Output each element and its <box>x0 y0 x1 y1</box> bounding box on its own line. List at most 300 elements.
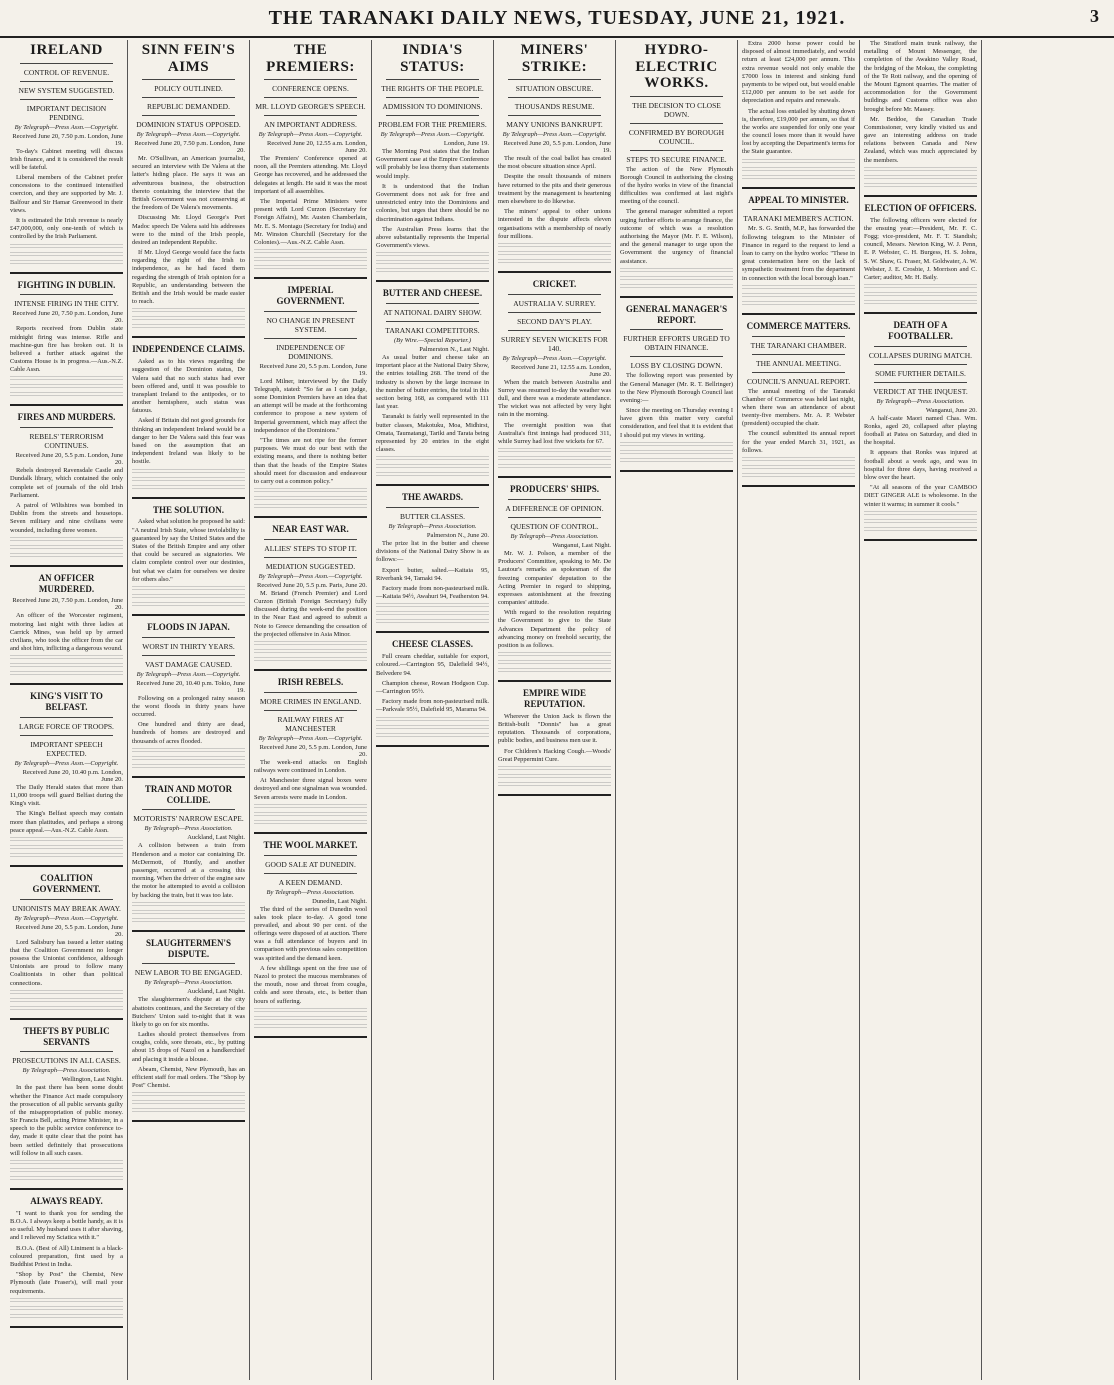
text-line-filler <box>10 655 123 661</box>
article-subheading: VERDICT AT THE INQUEST. <box>873 386 968 396</box>
article-subheading: COLLAPSES DURING MATCH. <box>868 350 973 360</box>
article-paragraph: An officer of the Worcester regiment, motoring last night with three ladies at Carrick Mines, was held up by armed civilians, who took the officer from the car and shot him, inflicting a dangerous wound. <box>10 612 123 653</box>
text-line-filler <box>10 1176 123 1182</box>
article <box>132 784 245 932</box>
article-divider <box>10 1188 123 1190</box>
article-divider <box>620 470 733 472</box>
divider <box>386 303 479 304</box>
article <box>132 938 245 1123</box>
article-subheading: LOSS BY CLOSING DOWN. <box>630 361 723 371</box>
article <box>620 42 733 298</box>
article-divider <box>10 683 123 685</box>
article-paragraph: Discussing Mr. Lloyd George's Port Madoc speech De Valera said his addresses were to the mind of the Irish people, desired an independent Republic. <box>132 214 245 246</box>
article-paragraph: The week-end attacks on English railways were continued in London. <box>254 758 367 774</box>
text-line-filler <box>254 1016 367 1022</box>
article-paragraph: The overnight position was that Australia's first innings had produced 311, while Surrey had lost five wickets for 67. <box>498 421 611 445</box>
article-dateline: Palmerston N., June 20. <box>426 532 489 540</box>
article-divider <box>864 312 977 314</box>
text-line-filler <box>864 183 977 189</box>
article-paragraph: The Australian Press learns that the above substantially represents the Imperial Government's views. <box>376 225 489 250</box>
article-paragraph: Wherever the Union Jack is flown the British-built "Donnis" has a great reputation. Thousands of corporations, public bodies, and business men use it. <box>498 712 611 745</box>
article-dateline: Received June 20, 5.5 p.m. London, June 19. <box>259 362 367 377</box>
article-divider <box>10 565 123 567</box>
article-subheading: INDEPENDENCE OF DOMINIONS. <box>276 342 345 361</box>
divider <box>386 115 479 116</box>
text-line-filler <box>498 243 611 249</box>
article-paragraph: When the match between Australia and Surrey was resumed to-day the weather was dull, and there was a moderate attendance. The wicket was not affected by very light rain in the morning. <box>498 378 611 419</box>
divider <box>264 855 357 856</box>
article <box>376 288 489 486</box>
text-line-filler <box>864 300 977 306</box>
article <box>742 195 855 315</box>
article-byline: By Telegraph—Press Assn.—Copyright. <box>258 734 363 742</box>
article-subheading: TARANAKI COMPETITORS. <box>385 326 480 336</box>
article-dateline: Auckland, Last Night. <box>187 834 245 842</box>
text-line-filler <box>864 284 977 290</box>
article-dateline: Received June 20, 5.5 p.m. London, June 20. <box>259 743 367 758</box>
article-paragraph: Mr. O'Sullivan, an American journalist, secured an interview with De Valera at the latter's hiding place. He says it was an adventurous business, the obstruction thereto containing the interview that the British Government was not conserving at the freedom of De Valera's movements. <box>132 155 245 212</box>
article-headline: THE SOLUTION. <box>152 504 225 515</box>
article-headline: SINN FEIN'S AIMS <box>141 42 236 75</box>
article-paragraph: It appears that Ronks was injured at football about a week ago, and was in hospital for three days, having received a blow over the heart. <box>864 449 977 482</box>
divider <box>508 79 601 80</box>
article-headline: MINERS' STRIKE: <box>520 42 589 75</box>
divider <box>264 873 357 874</box>
article-subheading: AN IMPORTANT ADDRESS. <box>264 120 357 129</box>
text-line-filler <box>10 252 123 258</box>
text-line-filler <box>498 259 611 265</box>
divider <box>386 321 479 322</box>
article-divider <box>742 187 855 189</box>
article <box>10 1026 123 1190</box>
divider <box>508 330 601 331</box>
article-byline: By Telegraph—Press Assn.—Copyright. <box>14 759 119 767</box>
article-paragraph: Factory made from non-pasteurised milk.—Parkvale 95½, Dalefield 95, Marama 94. <box>376 698 489 714</box>
article-dateline: Received June 20, 12.55 a.m. London, June 20. <box>266 140 367 154</box>
text-line-filler <box>498 448 611 454</box>
article-dateline: Received June 20, 5.5 p.m. Paris, June 20. <box>257 581 367 589</box>
article <box>254 524 367 671</box>
article-paragraph: B.O.A. (Best of All) Liniment is a black-coloured preparation, first used by a Buddhist Priest in India. <box>10 1244 123 1268</box>
article <box>10 42 123 274</box>
article <box>254 840 367 1038</box>
article-paragraph: "At all seasons of the year CAMBOO DIET GINGER ALE is wholesome. In the winter it warms; in summer it cools." <box>864 484 977 508</box>
article-divider <box>376 280 489 282</box>
text-line-filler <box>376 717 489 723</box>
article-byline: By Telegraph—Press Association. <box>510 532 599 540</box>
text-line-filler <box>376 252 489 258</box>
text-line-filler <box>376 456 489 462</box>
article <box>376 42 489 282</box>
text-line-filler <box>376 603 489 609</box>
text-line-filler <box>742 167 855 173</box>
article-subheading: FURTHER EFFORTS URGED TO OBTAIN FINANCE. <box>623 334 730 353</box>
text-line-filler <box>10 1298 123 1304</box>
article-subheading: QUESTION OF CONTROL. <box>510 521 599 531</box>
column-6 <box>616 40 738 1380</box>
text-line-filler <box>10 537 123 543</box>
article <box>254 677 367 834</box>
article-subheading: STEPS TO SECURE FINANCE. <box>626 154 727 164</box>
text-line-filler <box>254 657 367 663</box>
article-paragraph: The King's Belfast speech may contain more than platitudes, and perhaps a strong peace appeal.—Aus.-N.Z. Cable Assn. <box>10 810 123 834</box>
divider <box>874 382 967 383</box>
article-subheading: PROBLEM FOR THE PREMIERS. <box>378 120 487 129</box>
article-divider <box>254 277 367 279</box>
article-paragraph: The Stratford main trunk railway, the metalling of Mount Messenger, the completion of the Awakino Valley Road, the bridging of the Mokau, the completing of the Te Roti railway, and the opening of the Mount Egmont quarries. The matter of accommodation for the Government buildings and Customs office was also brought before Mr. Massey. <box>864 40 977 113</box>
text-line-filler <box>498 251 611 257</box>
article-paragraph: The action of the New Plymouth Borough Council in authorising the closing of the hydro works in view of the financial difficulties was confirmed at last night's meeting of the council. <box>620 165 733 206</box>
divider <box>508 294 601 295</box>
article-divider <box>376 484 489 486</box>
article-headline: AN OFFICER MURDERED. <box>38 572 95 594</box>
article-subheading: REBELS' TERRORISM CONTINUES. <box>29 432 104 451</box>
article-subheading: SOME FURTHER DETAILS. <box>875 368 966 378</box>
text-line-filler <box>254 649 367 655</box>
text-line-filler <box>10 384 123 390</box>
article-subheading: THE RIGHTS OF THE PEOPLE. <box>381 84 484 93</box>
article-subheading: A DIFFERENCE OF OPINION. <box>505 503 604 513</box>
text-line-filler <box>864 292 977 298</box>
divider <box>874 364 967 365</box>
article-paragraph: M. Briand (French Premier) and Lord Curzon (British Foreign Secretary) fully discussed during the week-end the position in the Near East and agreed to submit a Note to Greece demanding the cessation of the projected offensive in Asia Minor. <box>254 589 367 638</box>
text-line-filler <box>498 782 611 788</box>
text-line-filler <box>132 477 245 483</box>
divider <box>20 294 113 295</box>
text-line-filler <box>620 268 733 274</box>
article <box>10 873 123 1020</box>
article-headline: FIGHTING IN DUBLIN. <box>17 279 116 290</box>
article-subheading: AUSTRALIA V. SURREY. <box>513 298 596 308</box>
divider <box>386 97 479 98</box>
article-subheading: NEW SYSTEM SUGGESTED. <box>18 85 115 95</box>
article-subheading: LARGE FORCE OF TROOPS. <box>19 721 114 731</box>
article-paragraph: The prize list in the butter and cheese divisions of the National Dairy Show is as follows:— <box>376 540 489 564</box>
divider <box>20 735 113 736</box>
article-paragraph: If Mr. Lloyd George would face the facts regarding the right of the Irish to independence, as he had faced them regarding the strength of Irish opinion for a Republic, an understanding between the British and the Irish would be made easier to reach. <box>132 249 245 306</box>
text-line-filler <box>864 167 977 173</box>
article-paragraph: To-day's Cabinet meeting will discuss Irish finance, and it is considered the result will be fateful. <box>10 147 123 171</box>
article-divider <box>376 745 489 747</box>
article-headline: CRICKET. <box>532 278 577 289</box>
article-dateline: Palmerston N., Last Night. <box>419 346 489 354</box>
text-line-filler <box>254 496 367 502</box>
article-subheading: PROSECUTIONS IN ALL CASES. <box>12 1056 121 1066</box>
article-paragraph: At Manchester three signal boxes were destroyed and one signalman was wounded. Seven arrests were made in London. <box>254 777 367 801</box>
article-divider <box>742 485 855 487</box>
divider <box>508 115 601 116</box>
article-dateline: Wellington, Last Night. <box>61 1076 123 1084</box>
article <box>10 412 123 566</box>
article-paragraph: Asked as to his views regarding the suggestion of the Dominion status, De Valera said that no such status had ever been offered and, until it was possible to transplant Ireland to the antipodes, or to another hemisphere, such status was fatuous. <box>132 358 245 415</box>
text-line-filler <box>254 820 367 826</box>
divider <box>874 346 967 347</box>
page-number: 3 <box>1090 6 1100 26</box>
column-8 <box>860 40 982 1380</box>
article-headline: INDIA'S STATUS: <box>400 42 465 75</box>
article-paragraph: Ladies should protect themselves from coughs, colds, sore throats, etc., by putting about 15 drops of Nazol on a handkerchief and placing it inside a blouse. <box>132 1031 245 1063</box>
text-line-filler <box>132 594 245 600</box>
article-paragraph: Liberal members of the Cabinet prefer concessions to the continued intensified coercion, and they are supported by Mr. J. Balfour and Sir Hamar Greenwood in their views. <box>10 174 123 214</box>
text-line-filler <box>376 464 489 470</box>
article-subheading: NEW LABOR TO BE ENGAGED. <box>134 968 243 978</box>
text-line-filler <box>254 1008 367 1014</box>
text-line-filler <box>376 619 489 625</box>
article-paragraph: The Morning Post states that the Indian Government case at the Empire Conference will probably be less thorny than statements would imply. <box>376 148 489 180</box>
article-paragraph: Rebels destroyed Ravensdale Castle and Dundalk library, which contained the only complete set of journals of the old Irish Parliament. <box>10 467 123 499</box>
article-subheading: GOOD SALE AT DUNEDIN. <box>265 859 356 869</box>
article-paragraph: The slaughtermen's dispute at the city abattoirs continues, and the Secretary of the Butchers' Union said to-night that it was likely to go on for six months. <box>132 996 245 1028</box>
article-headline: TRAIN AND MOTOR COLLIDE. <box>144 783 233 805</box>
article-paragraph: Mr. Beddoe, the Canadian Trade Commissioner, very kindly visited us and gave an interesting address on trade relations between Canada and New Zealand, which was much appreciated by the members. <box>864 115 977 164</box>
article-byline: By Telegraph—Press Association. <box>266 888 355 896</box>
article-paragraph: In the past there has been some doubt whether the Finance Act made compulsory the prosecution of all public servants guilty of the misappropriation of public money. Sir Francis Bell, acting Prime Minister, in a speech to the public service conference to-day, made it quite clear that the point has been settled definitely that prosecutions will follow in all such cases. <box>10 1084 123 1157</box>
divider <box>264 97 357 98</box>
text-line-filler <box>132 1108 245 1114</box>
article-subheading: COUNCIL'S ANNUAL REPORT. <box>746 376 851 386</box>
article-subheading: SITUATION OBSCURE. <box>515 84 594 93</box>
text-line-filler <box>498 652 611 658</box>
text-line-filler <box>620 276 733 282</box>
article-paragraph: Mr. S. G. Smith, M.P., has forwarded the following telegram to the Minister of Finance in regard to the request to lend a loan to carry on the hydro works: "These in great consternation here on the lack of sympathetic treatment from the department in connection with the local borough loan." <box>742 225 855 282</box>
article-subheading: RAILWAY FIRES AT MANCHESTER <box>277 714 344 733</box>
article-divider <box>10 272 123 274</box>
article-divider <box>10 404 123 406</box>
divider <box>630 329 723 330</box>
column-4 <box>372 40 494 1380</box>
article-headline: NEAR EAST WAR. <box>272 524 349 535</box>
article <box>498 42 611 273</box>
article-subheading: A KEEN DEMAND. <box>278 877 343 887</box>
text-line-filler <box>10 990 123 996</box>
article-headline: ELECTION OF OFFICERS. <box>864 202 977 213</box>
text-line-filler <box>254 812 367 818</box>
article-subheading: THE TARANAKI CHAMBER. <box>750 340 847 350</box>
article-dateline: London, June 19. <box>443 140 489 147</box>
article-paragraph: Factory made from non-pasteurised milk.—Kaitaia 94½, Awahuri 94, Featherston 94. <box>376 585 489 601</box>
text-line-filler <box>132 748 245 754</box>
article-paragraph: The third of the series of Dunedin wool sales took place to-day. A good tone prevailed, and about 90 per cent. of the offerings were disposed of at auction. There was a full attendance of buyers and in comparison with previous sales competition was spirited and the demand keen. <box>254 905 367 962</box>
text-line-filler <box>254 1024 367 1030</box>
article-byline: By Telegraph—Press Association. <box>22 1067 111 1075</box>
article-headline: COALITION GOVERNMENT. <box>32 873 101 894</box>
article-divider <box>132 1120 245 1122</box>
article-paragraph: The following officers were elected for the ensuing year:—President, Mr. F. C. Fogg; vice-president, Mr. F. T. Standish; council, Messrs. Newton King, W. J. Penn, E. P. Webster, C. H. Burgess, H. S. Johns, S. W. Shaw, G. Fraser, M. Goldwater, A. W. Webster, J. E. Crosbie, J. Morrison and C. Carter; auditor, Mr. H. Baily. <box>864 216 977 281</box>
divider <box>142 963 235 964</box>
text-line-filler <box>254 504 367 510</box>
article-dateline: Wanganui, June 20. <box>925 406 977 414</box>
text-line-filler <box>132 586 245 592</box>
article-byline: By Telegraph—Press Assn.—Copyright. <box>14 914 119 922</box>
article-subheading: THE ANNUAL MEETING. <box>756 358 841 368</box>
article <box>132 344 245 498</box>
article-byline: (By Wire.—Special Reporter.) <box>393 337 472 345</box>
article <box>498 688 611 796</box>
article-divider <box>498 476 611 478</box>
article-paragraph: Extra 2000 horse power could be disposed of almost immediately, and would return at least £24,000 per annum. This extra revenue would not only enable the £7000 loss in interest and sinking fund payments to be wiped out, but would enable £12,000 per annum to be set aside for depreciation and repairs and renewals. <box>742 40 855 105</box>
article-subheading: SECOND DAY'S PLAY. <box>517 316 592 326</box>
article-subheading: INTENSE FIRING IN THE CITY. <box>14 299 119 309</box>
text-line-filler <box>10 376 123 382</box>
text-line-filler <box>254 641 367 647</box>
article-divider <box>132 776 245 778</box>
text-line-filler <box>132 756 245 762</box>
divider <box>630 96 723 97</box>
divider <box>508 312 601 313</box>
divider <box>752 354 845 355</box>
article-headline: FLOODS IN JAPAN. <box>147 621 230 632</box>
article-divider <box>498 794 611 796</box>
article-byline: By Telegraph—Press Association. <box>144 825 233 833</box>
text-line-filler <box>498 464 611 470</box>
column-7 <box>738 40 860 1380</box>
article-byline: By Telegraph—Press Assn.—Copyright. <box>258 131 363 138</box>
divider <box>630 123 723 124</box>
article-paragraph: A patrol of Wiltshires was bombed in Dublin from the streets and housetops. Seven military and nine civilians were wounded, including three women. <box>10 502 123 534</box>
article <box>10 1196 123 1328</box>
article-dateline: Received June 21, 12.55 a.m. London, June 20. <box>510 363 611 378</box>
text-line-filler <box>132 316 245 322</box>
text-line-filler <box>10 671 123 677</box>
column-5 <box>494 40 616 1380</box>
article-headline: THE PREMIERS: <box>266 42 355 75</box>
divider <box>142 637 235 638</box>
article-dateline: Received June 20, 10.40 p.m. Tokio, June 19. <box>136 679 245 694</box>
article-paragraph: Despite the result thousands of miners have returned to the pits and their generous treatment by the management is heartening men elsewhere to do likewise. <box>498 173 611 205</box>
divider <box>264 539 357 540</box>
text-line-filler <box>254 257 367 263</box>
article-dateline: Wanganui, Last Night. <box>552 541 611 549</box>
article-byline: By Telegraph—Press Assn.—Copyright. <box>502 354 607 362</box>
article-byline: By Telegraph—Press Association. <box>144 979 233 987</box>
article-paragraph: Asked if Britain did not good grounds for thinking an independent Ireland would be a danger to her De Valera said this fear was based on the assumption that an independent Ireland was likely to be hostile. <box>132 417 245 466</box>
article-paragraph: The Imperial Prime Ministers were present with Lord Curzon (Secretary for Foreign Affairs), Mr. Austen Chamberlain, Mr. E. S. Montagu (Secretary for India) and Mr. Winston Churchill (Secretary for the Colonies).—Aus.-N.Z. Cable Assn. <box>254 197 367 246</box>
divider <box>752 372 845 373</box>
article-paragraph: It is estimated the Irish revenue is nearly £47,000,000, only one-tenth of which is controlled by the Irish Parliament. <box>10 217 123 241</box>
article-headline: FIRES AND MURDERS. <box>17 412 116 423</box>
article-divider <box>376 631 489 633</box>
article-headline: EMPIRE WIDE REPUTATION. <box>522 688 587 710</box>
text-line-filler <box>498 774 611 780</box>
divider <box>752 336 845 337</box>
article-dateline: Received June 20, 5.5 p.m. London, June 19. <box>503 140 611 154</box>
article-headline: IRISH REBELS. <box>277 677 344 688</box>
article <box>132 505 245 616</box>
article-headline: INDEPENDENCE CLAIMS. <box>132 344 245 355</box>
text-line-filler <box>742 175 855 181</box>
text-line-filler <box>10 837 123 843</box>
text-line-filler <box>10 260 123 266</box>
article-dateline: Received June 20, 7.50 p.m. London, June 20. <box>12 310 123 325</box>
article <box>498 279 611 478</box>
divider <box>142 809 235 810</box>
article-subheading: MEDIATION SUGGESTED. <box>265 561 356 571</box>
article-headline: IRELAND <box>30 42 103 58</box>
text-line-filler <box>742 159 855 165</box>
column-9 <box>982 40 1104 1380</box>
article-divider <box>132 614 245 616</box>
article <box>10 691 123 867</box>
article-headline: THE WOOL MARKET. <box>263 839 358 850</box>
article-paragraph: Reports received from Dublin state midnight firing was intense. Rifle and machine-gun fire has broken out. It is believed a further attack against the Customs House is in progress.—Aus.-N.Z. Cable Assn. <box>10 325 123 374</box>
article-subheading: MANY UNIONS BANKRUPT. <box>506 120 603 129</box>
article-divider <box>864 539 977 541</box>
article-dateline: Received June 20, 7.50 p.m. London, June 20. <box>134 140 245 154</box>
article-paragraph: One hundred and thirty are dead, hundreds of homes are destroyed and thousands of acres flooded. <box>132 721 245 745</box>
divider <box>386 507 479 508</box>
article-dateline: Received June 20, 7.50 p.m. London, June 20. <box>12 597 123 612</box>
article <box>864 320 977 541</box>
text-line-filler <box>376 611 489 617</box>
column-container <box>6 40 1108 1380</box>
divider <box>264 710 357 711</box>
article-subheading: MR. LLOYD GEORGE'S SPEECH. <box>255 102 366 111</box>
article-divider <box>254 832 367 834</box>
article-paragraph: It is understood that the Indian Government does not ask for free and unrestricted entry into the Dominions and colonies, but urges that there should be no discrimination against Indians. <box>376 182 489 223</box>
article-paragraph: For Children's Hacking Cough.—Woods' Great Peppermint Cure. <box>498 747 611 763</box>
article <box>132 42 245 338</box>
text-line-filler <box>10 1160 123 1166</box>
article-headline: THE AWARDS. <box>401 492 464 503</box>
article-headline: HYDRO-ELECTRIC WORKS. <box>635 42 718 91</box>
article-subheading: MOTORISTS' NARROW ESCAPE. <box>133 814 244 824</box>
text-line-filler <box>10 853 123 859</box>
article-divider <box>620 296 733 298</box>
text-line-filler <box>10 845 123 851</box>
article-subheading: IMPORTANT SPEECH EXPECTED. <box>30 739 103 758</box>
text-line-filler <box>498 668 611 674</box>
article-divider <box>864 195 977 197</box>
article-byline: By Telegraph—Press Assn.—Copyright. <box>136 670 241 678</box>
text-line-filler <box>742 465 855 471</box>
article-paragraph: Asked what solution he proposed he said: "A neutral Irish State, whose inviolability is guaranteed by say the United States and the States of the British Empire and any other that could be secured as signatories. We claim complete control over our destinies, but what we claim for ourselves we desire for others also." <box>132 518 245 583</box>
article <box>132 622 245 778</box>
article-headline: ALWAYS READY. <box>30 1196 103 1207</box>
divider <box>264 557 357 558</box>
article-divider <box>742 313 855 315</box>
text-line-filler <box>742 285 855 291</box>
divider <box>142 97 235 98</box>
article-subheading: CONTROL OF REVENUE. <box>23 67 110 77</box>
text-line-filler <box>132 602 245 608</box>
article <box>742 40 855 189</box>
article-paragraph: "Shop by Post" the Chemist, New Plymouth (late Fraser's), will mail your requirements. <box>10 1271 123 1295</box>
article-headline: CHEESE CLASSES. <box>391 639 474 650</box>
divider <box>630 356 723 357</box>
divider <box>264 338 357 339</box>
article-subheading: DOMINION STATUS OPPOSED. <box>136 120 241 129</box>
text-line-filler <box>10 1006 123 1012</box>
article-paragraph: Since the meeting on Thursday evening I have given this matter very careful consideration, and feel that it is evident that I should put my views in writing. <box>620 407 733 439</box>
divider <box>20 427 113 428</box>
article-subheading: POLICY OUTLINED. <box>154 84 223 93</box>
article-divider <box>254 1036 367 1038</box>
article-subheading: NO CHANGE IN PRESENT SYSTEM. <box>266 315 355 334</box>
text-line-filler <box>132 1092 245 1098</box>
divider <box>20 1051 113 1052</box>
article-paragraph: "The times are not ripe for the former purposes. We must do our best with the existing means, and there is nothing better than that the heads of the Empire States should meet for discussion and endeavour to carry out a common policy." <box>254 436 367 485</box>
article-subheading: THOUSANDS RESUME. <box>514 102 595 111</box>
article-dateline: Received June 20, 7.50 p.m. London, June 19. <box>12 132 123 147</box>
article-paragraph: Export butter, salted.—Kaitaia 95, Riverbank 94, Tamaki 94. <box>376 566 489 582</box>
masthead <box>0 0 1114 38</box>
article-byline: By Telegraph—Press Assn.—Copyright. <box>14 123 119 131</box>
article-subheading: VAST DAMAGE CAUSED. <box>144 659 233 669</box>
divider <box>20 63 113 64</box>
article-divider <box>132 930 245 932</box>
article-subheading: BUTTER CLASSES. <box>399 512 465 522</box>
article-paragraph: The Premiers' Conference opened at noon, all the Premiers attending. Mr. Lloyd George has recovered, and he addressed the delegates at length. He said it was the most important of all assemblies. <box>254 155 367 195</box>
